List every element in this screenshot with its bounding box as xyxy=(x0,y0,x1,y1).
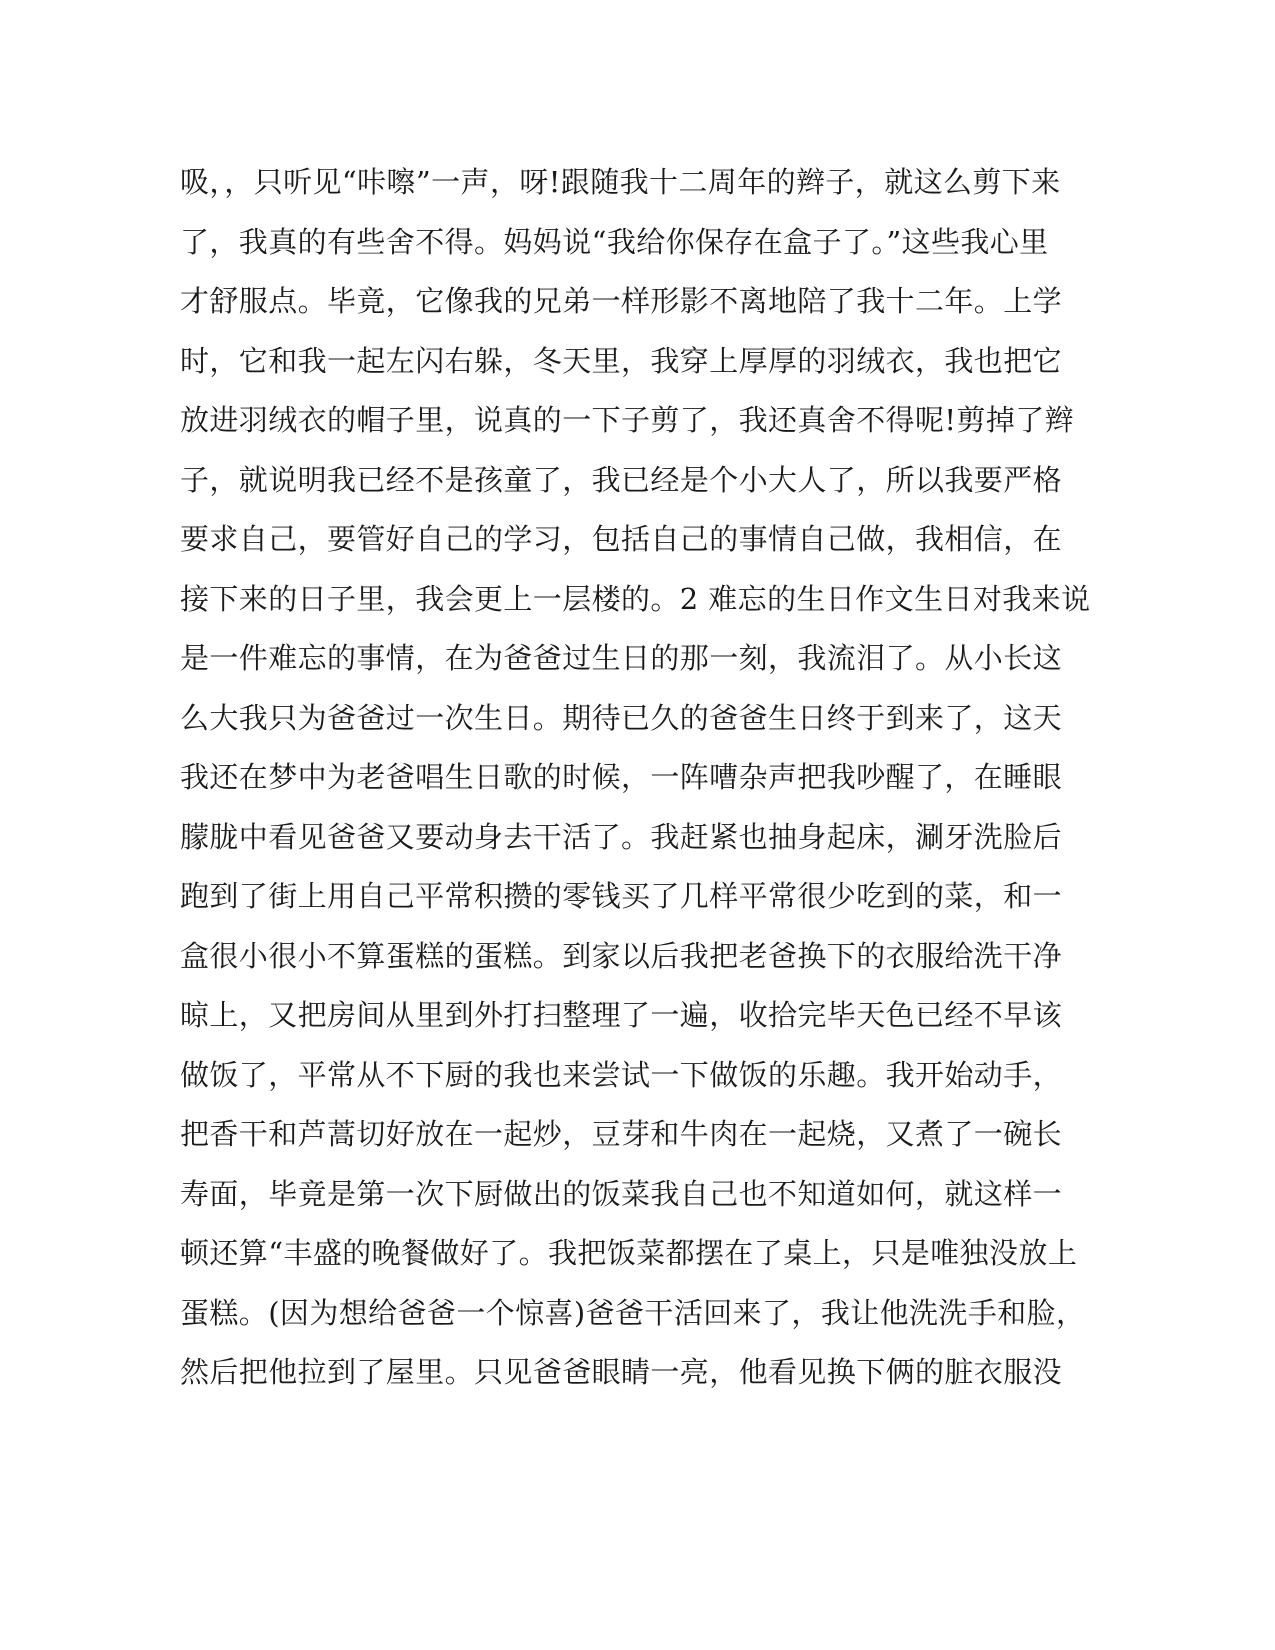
text-line: 做饭了，平常从不下厨的我也来尝试一下做饭的乐趣。我开始动手， xyxy=(180,1057,1063,1092)
text-line: 盒很小很小不算蛋糕的蛋糕。到家以后我把老爸换下的衣服给洗干净 xyxy=(180,938,1063,973)
text-line: 是一件难忘的事情，在为爸爸过生日的那一刻，我流泪了。从小长这 xyxy=(180,641,1063,675)
text-line: 子，就说明我已经不是孩童了，我已经是个小大人了，所以我要严格 xyxy=(180,462,1063,497)
text-line: 要求自己，要管好自己的学习，包括自己的事情自己做，我相信，在 xyxy=(180,522,1063,556)
text-line: 蛋糕。(因为想给爸爸一个惊喜)爸爸干活回来了，我让他洗洗手和脸， xyxy=(180,1295,1086,1330)
text-line: 顿还算“丰盛的晚餐做好了。我把饭菜都摆在了桌上，只是唯独没放上 xyxy=(180,1236,1078,1270)
body-text xyxy=(180,158,1091,1408)
text-line: 朦胧中看见爸爸又要动身去干活了。我赶紧也抽身起床，涮牙洗脸后 xyxy=(180,819,1063,854)
text-line: 接下来的日子里，我会更上一层楼的。2 难忘的生日作文生日对我来说 xyxy=(180,581,1091,616)
text-line: 才舒服点。毕竟，它像我的兄弟一样形影不离地陪了我十二年。上学 xyxy=(180,284,1063,318)
text-line: 把香干和芦蒿切好放在一起炒，豆芽和牛肉在一起烧，又煮了一碗长 xyxy=(180,1117,1063,1151)
text-line: 了，我真的有些舍不得。妈妈说“我给你保存在盒子了。”这些我心里 xyxy=(180,224,1049,259)
text-line: 寿面，毕竟是第一次下厨做出的饭菜我自己也不知道如何，就这样一 xyxy=(180,1176,1063,1211)
text-line: 么大我只为爸爸过一次生日。期待已久的爸爸生日终于到来了，这天 xyxy=(180,700,1063,735)
text-line: 放进羽绒衣的帽子里，说真的一下子剪了，我还真舍不得呢!剪掉了辫 xyxy=(180,403,1075,437)
text-line: 然后把他拉到了屋里。只见爸爸眼睛一亮，他看见换下俩的脏衣服没 xyxy=(180,1355,1063,1389)
text-line: 吸，，只听见“咔嚓”一声，呀!跟随我十二周年的辫子，就这么剪下来 xyxy=(180,165,1061,199)
text-line: 晾上，又把房间从里到外打扫整理了一遍，收拾完毕天色已经不早该 xyxy=(180,998,1063,1032)
text-line: 跑到了街上用自己平常积攒的零钱买了几样平常很少吃到的菜，和一 xyxy=(180,879,1063,913)
text-line: 时，它和我一起左闪右躲，冬天里，我穿上厚厚的羽绒衣，我也把它 xyxy=(180,343,1063,378)
text-line: 我还在梦中为老爸唱生日歌的时候，一阵嘈杂声把我吵醒了，在睡眼 xyxy=(180,760,1063,794)
